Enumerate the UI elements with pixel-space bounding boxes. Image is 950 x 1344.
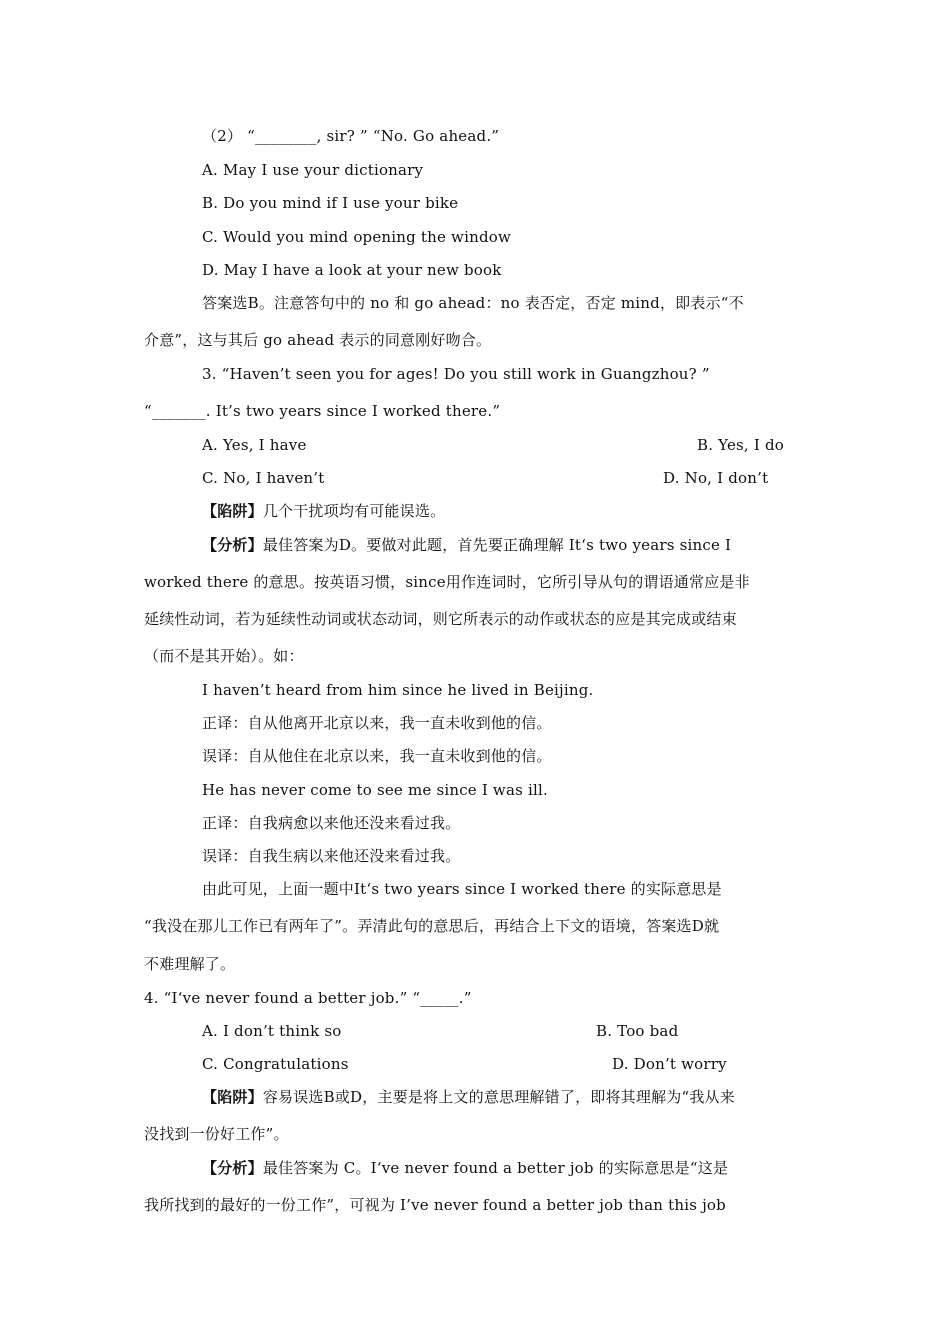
question-3-option-a: A. Yes, I have bbox=[202, 436, 307, 454]
question-4-stem: 4. “I‘ve never found a better job.” “_____.” bbox=[144, 989, 472, 1007]
question-3-analysis-line-1 bbox=[202, 535, 731, 555]
trap-text: 容易误选B或D，主要是将上文的意思理解错了，即将其理解为“我从来 bbox=[262, 1088, 735, 1106]
question-2-option-a: A. May I use your dictionary bbox=[202, 161, 424, 179]
example-1-sentence: I haven’t heard from him since he lived in Beijing. bbox=[202, 681, 594, 699]
example-1-wrong-translation: 误译：自从他住在北京以来，我一直未收到他的信。 bbox=[202, 747, 552, 765]
question-2-option-d: D. May I have a look at your new book bbox=[202, 261, 502, 279]
question-2-option-c: C. Would you mind opening the window bbox=[202, 228, 512, 246]
conclusion-line-1: 由此可见，上面一题中It‘s two years since I worked there 的实际意思是 bbox=[202, 880, 722, 898]
example-1-correct-translation: 正译：自从他离开北京以来，我一直未收到他的信。 bbox=[202, 714, 552, 732]
question-3-option-d: D. No, I don’t bbox=[663, 469, 769, 487]
question-3-stem-line-2: “_______. It’s two years since I worked there.” bbox=[144, 402, 501, 420]
analysis-tag: 【分析】 bbox=[202, 1159, 263, 1177]
question-2-stem: （2） “________, sir? ” “No. Go ahead.” bbox=[202, 127, 500, 145]
analysis-text: 最佳答案为D。要做对此题，首先要正确理解 It‘s two years since I bbox=[262, 536, 732, 554]
question-4-trap-line-1 bbox=[202, 1087, 735, 1107]
question-3-analysis-line-3: 延续性动词，若为延续性动词或状态动词，则它所表示的动作或状态的应是其完成或结束 bbox=[144, 610, 737, 628]
question-3-option-b: B. Yes, I do bbox=[697, 436, 784, 454]
analysis-text: 最佳答案为 C。I‘ve never found a better job 的实际意思是“这是 bbox=[262, 1159, 729, 1177]
example-2-sentence: He has never come to see me since I was ill. bbox=[202, 781, 548, 799]
question-2-option-b: B. Do you mind if I use your bike bbox=[202, 194, 459, 212]
trap-text: 几个干扰项均有可能误选。 bbox=[262, 502, 446, 520]
question-3-analysis-line-2: worked there 的意思。按英语习惯，since用作连词时，它所引导从句的谓语通常应是非 bbox=[144, 573, 750, 591]
analysis-tag: 【分析】 bbox=[202, 536, 263, 554]
question-4-trap-line-2: 没找到一份好工作”。 bbox=[144, 1125, 289, 1143]
question-4-analysis-line-1 bbox=[202, 1158, 728, 1178]
question-4-option-d: D. Don’t worry bbox=[612, 1055, 727, 1073]
question-3-option-c: C. No, I haven’t bbox=[202, 469, 325, 487]
trap-tag: 【陷阱】 bbox=[202, 502, 263, 520]
question-4-option-b: B. Too bad bbox=[596, 1022, 679, 1040]
trap-tag: 【陷阱】 bbox=[202, 1088, 263, 1106]
conclusion-line-2: “我没在那儿工作已有两年了”。弄清此句的意思后，再结合上下文的语境，答案选D就 bbox=[144, 917, 720, 935]
conclusion-line-3: 不难理解了。 bbox=[144, 955, 236, 973]
question-3-trap bbox=[202, 501, 445, 521]
question-4-analysis-line-2: 我所找到的最好的一份工作”，可视为 I’ve never found a better job than this job bbox=[144, 1196, 726, 1214]
question-3-analysis-line-4: （而不是其开始）。如： bbox=[144, 647, 304, 665]
example-2-correct-translation: 正译：自我病愈以来他还没来看过我。 bbox=[202, 814, 461, 832]
question-3-stem-line-1: 3. “Haven’t seen you for ages! Do you still work in Guangzhou? ” bbox=[202, 365, 710, 383]
question-4-option-c: C. Congratulations bbox=[202, 1055, 349, 1073]
example-2-wrong-translation: 误译：自我生病以来他还没来看过我。 bbox=[202, 847, 461, 865]
question-2-answer-line-1: 答案选B。注意答句中的 no 和 go ahead：no 表否定，否定 mind，即表示“不 bbox=[202, 294, 744, 312]
question-2-answer-line-2: 介意”，这与其后 go ahead 表示的同意刚好吻合。 bbox=[144, 331, 492, 349]
question-4-option-a: A. I don’t think so bbox=[202, 1022, 342, 1040]
